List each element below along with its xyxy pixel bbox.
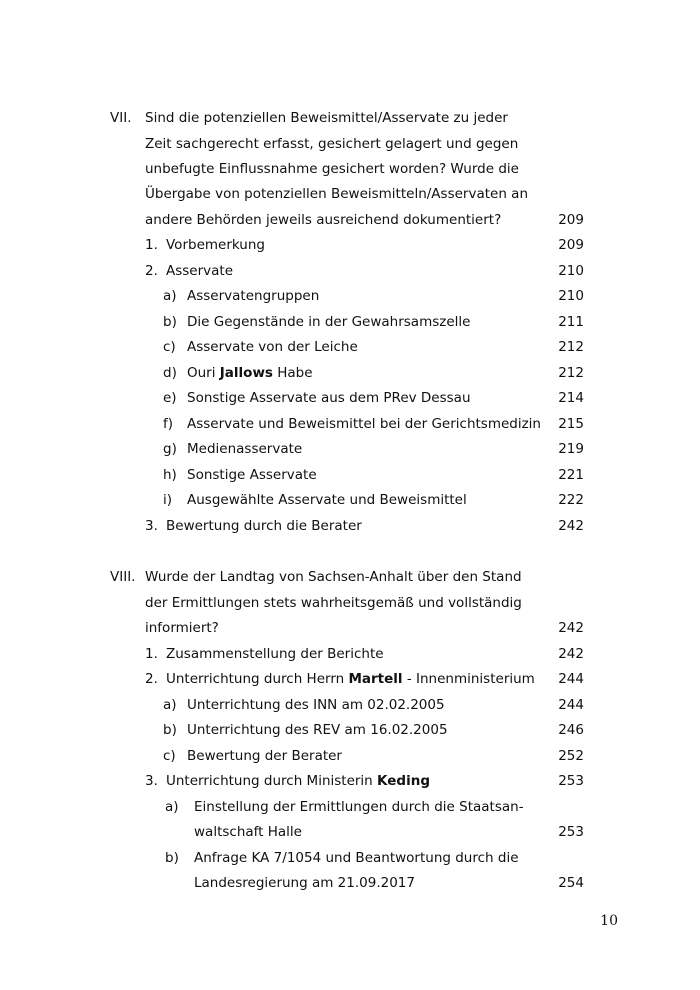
toc-item-text — [166, 669, 535, 689]
toc-page: 214 — [558, 390, 584, 406]
toc-text: Sind die potenziellen Beweismittel/Asservate zu jeder — [145, 110, 508, 126]
toc-subitem-continuation — [0, 822, 700, 842]
toc-page: 219 — [558, 441, 584, 457]
toc-page: 210 — [558, 288, 584, 304]
toc-page: 212 — [558, 339, 584, 355]
toc-item-text: Bewertung durch die Berater — [166, 518, 362, 534]
toc-bold-name: Keding — [377, 773, 430, 789]
toc-subitem — [0, 363, 700, 383]
toc-page: 210 — [558, 263, 584, 279]
toc-page: 252 — [558, 748, 584, 764]
toc-text: informiert? — [145, 620, 219, 636]
toc-subitem-text: Sonstige Asservate aus dem PRev Dessau — [187, 390, 471, 406]
toc-subitem-text: Unterrichtung des INN am 02.02.2005 — [187, 697, 445, 713]
toc-item — [0, 261, 700, 281]
toc-page: 242 — [558, 620, 584, 636]
toc-subitem-text: waltschaft Halle — [194, 824, 302, 840]
toc-page: 242 — [558, 518, 584, 534]
toc-item-number: 2. — [145, 263, 158, 279]
toc-item — [0, 771, 700, 791]
section-number: VII. — [110, 110, 132, 126]
toc-viii-line-2 — [0, 593, 700, 613]
toc-subitem-letter: i) — [163, 492, 173, 508]
toc-page: 215 — [558, 416, 584, 432]
toc-page: 254 — [558, 875, 584, 891]
toc-subitem-text: Unterrichtung des REV am 16.02.2005 — [187, 722, 448, 738]
toc-text: andere Behörden jeweils ausreichend dokumentiert? — [145, 212, 502, 228]
toc-subitem — [0, 337, 700, 357]
toc-item-number: 3. — [145, 518, 158, 534]
toc-page: 246 — [558, 722, 584, 738]
toc-item-text — [166, 771, 430, 791]
toc-item-text: Asservate — [166, 263, 234, 279]
toc-subitem — [0, 720, 700, 740]
toc-page: 244 — [558, 697, 584, 713]
toc-subitem-letter: b) — [163, 722, 177, 738]
toc-subitem-text: Asservate und Beweismittel bei der Gerichtsmedizin — [187, 416, 541, 432]
toc-text: unbefugte Einflussnahme gesichert worden? Wurde die — [145, 161, 519, 177]
toc-subitem-letter: b) — [163, 314, 177, 330]
toc-bold-name: Martell — [348, 671, 403, 687]
toc-vii-line-5 — [0, 210, 700, 230]
toc-page: 253 — [558, 824, 584, 840]
toc-subitem-letter: a) — [163, 288, 177, 304]
toc-item-number: 3. — [145, 773, 158, 789]
toc-text-part: - Innenministerium — [402, 671, 535, 687]
toc-subitem — [0, 490, 700, 510]
toc-subitem-text: Ausgewählte Asservate und Beweismittel — [187, 492, 467, 508]
toc-subitem-text: Asservate von der Leiche — [187, 339, 358, 355]
toc-subitem — [0, 848, 700, 868]
toc-subitem-text: Bewertung der Berater — [187, 748, 342, 764]
toc-subitem — [0, 286, 700, 306]
toc-subitem-text: Sonstige Asservate — [187, 467, 317, 483]
toc-page: 209 — [558, 212, 584, 228]
toc-subitem-letter: h) — [163, 467, 177, 483]
toc-vii-line-4 — [0, 184, 700, 204]
toc-text-part: Ouri — [187, 365, 220, 381]
toc-page: 211 — [558, 314, 584, 330]
toc-subitem-continuation — [0, 873, 700, 893]
toc-item-number: 1. — [145, 646, 158, 662]
toc-subitem-text: Asservatengruppen — [187, 288, 320, 304]
toc-subitem-text: Anfrage KA 7/1054 und Beantwortung durch die — [194, 850, 519, 866]
toc-text: der Ermittlungen stets wahrheitsgemäß und vollständig — [145, 595, 522, 611]
toc-viii-line-1 — [0, 567, 700, 587]
toc-subitem-letter: f) — [163, 416, 174, 432]
toc-text: Übergabe von potenziellen Beweismitteln/Asservaten an — [145, 186, 528, 202]
toc-subitem-text: Einstellung der Ermittlungen durch die Staatsan- — [194, 799, 524, 815]
toc-subitem — [0, 388, 700, 408]
toc-text: Wurde der Landtag von Sachsen-Anhalt über den Stand — [145, 569, 522, 585]
toc-item-number: 2. — [145, 671, 158, 687]
toc-page: 221 — [558, 467, 584, 483]
section-number: VIII. — [110, 569, 136, 585]
toc-page: 212 — [558, 365, 584, 381]
toc-item — [0, 644, 700, 664]
toc-item — [0, 669, 700, 689]
toc-page: 209 — [558, 237, 584, 253]
toc-subitem — [0, 439, 700, 459]
toc-page: 222 — [558, 492, 584, 508]
toc-viii-line-3 — [0, 618, 700, 638]
toc-text: Zeit sachgerecht erfasst, gesichert gelagert und gegen — [145, 136, 519, 152]
toc-bold-name: Jallows — [219, 365, 273, 381]
toc-text-part: Unterrichtung durch Ministerin — [166, 773, 378, 789]
toc-subitem — [0, 312, 700, 332]
page-number: 10 — [600, 913, 618, 929]
toc-vii-line-3 — [0, 159, 700, 179]
toc-subitem-letter: a) — [163, 697, 177, 713]
toc-subitem — [0, 695, 700, 715]
toc-subitem-letter: e) — [163, 390, 177, 406]
toc-subitem-letter: d) — [163, 365, 177, 381]
toc-vii-line-2 — [0, 134, 700, 154]
toc-subitem-text: Die Gegenstände in der Gewahrsamszelle — [187, 314, 471, 330]
toc-item-number: 1. — [145, 237, 158, 253]
toc-item — [0, 516, 700, 536]
toc-subitem-text: Medienasservate — [187, 441, 303, 457]
toc-subitem — [0, 746, 700, 766]
toc-subitem — [0, 414, 700, 434]
toc-page: 244 — [558, 671, 584, 687]
toc-page: 253 — [558, 773, 584, 789]
toc-item-text: Vorbemerkung — [166, 237, 265, 253]
toc-subitem-letter: c) — [163, 748, 176, 764]
toc-subitem — [0, 465, 700, 485]
toc-subitem-letter: g) — [163, 441, 177, 457]
toc-item — [0, 235, 700, 255]
toc-vii-line-1 — [0, 108, 700, 128]
toc-text-part: Unterrichtung durch Herrn — [166, 671, 349, 687]
toc-item-text: Zusammenstellung der Berichte — [166, 646, 384, 662]
toc-text-part: Habe — [272, 365, 313, 381]
toc-subitem — [0, 797, 700, 817]
toc-subitem-letter: c) — [163, 339, 176, 355]
toc-page: 242 — [558, 646, 584, 662]
toc-subitem-text — [187, 363, 313, 383]
toc-subitem-text: Landesregierung am 21.09.2017 — [194, 875, 415, 891]
toc-subitem-letter: b) — [165, 850, 179, 866]
toc-subitem-letter: a) — [165, 799, 179, 815]
